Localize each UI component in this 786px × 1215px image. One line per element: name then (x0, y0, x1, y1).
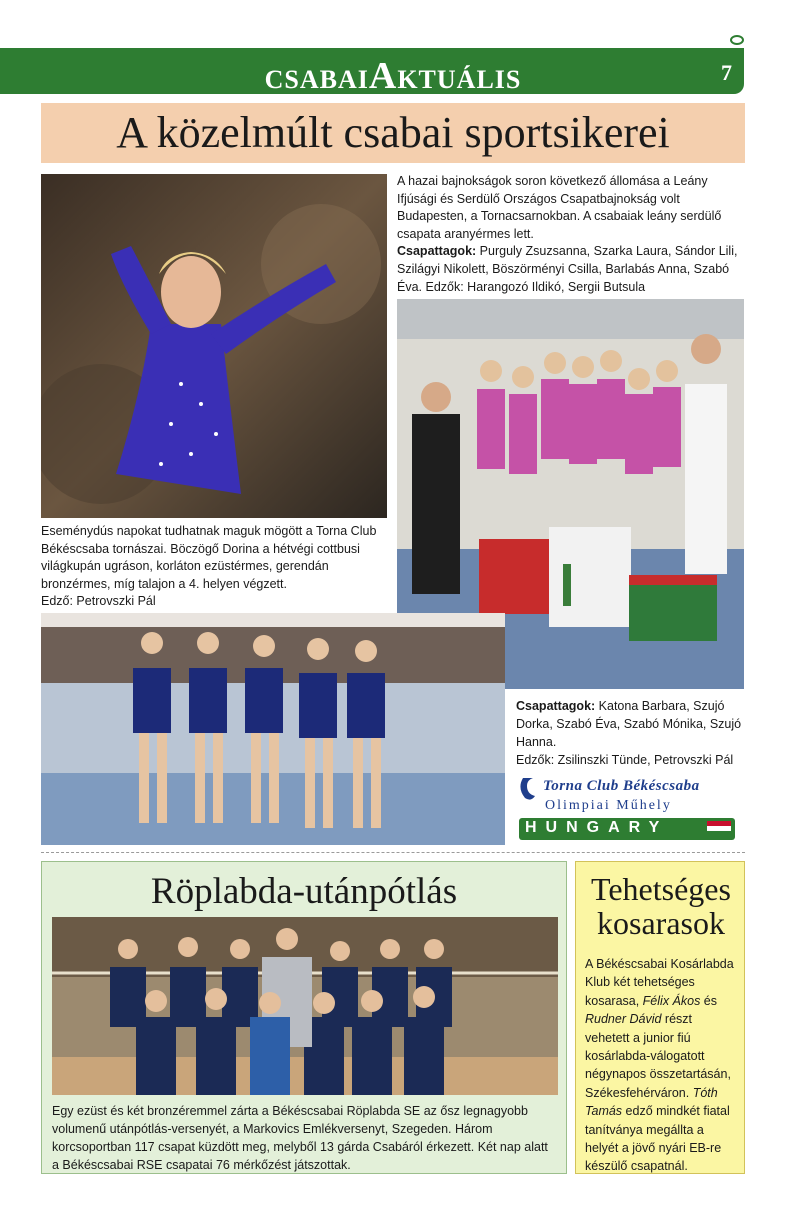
basketball-text (585, 955, 737, 1176)
basketball-text-part: részt vehetett a junior fiú kosárlabda-válogatott négynapos összetartásán, Székesfehérváron. (585, 1012, 731, 1100)
section-title-part: KTUÁLIS (397, 65, 522, 94)
page-number: 7 (721, 60, 732, 85)
dorina-coach: Edző: Petrovszki Pál (41, 594, 156, 609)
logo-line-3: HUNGARY (525, 819, 669, 836)
logo-hungary-band (519, 818, 735, 840)
section-title (0, 54, 786, 98)
player-name: Rudner Dávid (585, 1012, 662, 1027)
photo-team-blue (41, 613, 505, 845)
basketball-box (575, 861, 745, 1174)
photo-gymnast-dorina (41, 174, 387, 518)
main-title: A közelmúlt csabai sportsikerei (116, 108, 670, 157)
basketball-text-part: A Békéscsabai Kosárlabda Klub két tehetséges kosarasa, (585, 957, 734, 1008)
gymnastics-intro: A hazai bajnokságok soron következő állomása a Leány Ifjúsági és Serdülő Országos Csapatbajnokság volt Budapesten, a Tornacsarnokban. A csabaiak leány serdülő csapata aranyérmes lett. (397, 174, 722, 241)
hungary-flag-icon (707, 821, 731, 837)
volleyball-title: Röplabda-utánpótlás (150, 871, 458, 912)
photo-volleyball-team (52, 917, 558, 1095)
dorina-caption (41, 523, 387, 611)
logo-line-2: Olimpiai Műhely (545, 798, 672, 813)
volleyball-box (41, 861, 567, 1174)
page-ornament (730, 35, 744, 45)
team2-list: Katona Barbara, Szujó Dorka, Szabó Éva, Szabó Mónika, Szujó Hanna. (516, 699, 742, 749)
basketball-title: Tehetséges kosarasok (591, 871, 731, 941)
dorina-caption-text: Eseménydús napokat tudhatnak maguk mögött a Torna Club Békéscsaba tornászai. Böczögő Dorina a hétvégi cottbusi világkupán ugráson, korláton ezüstérmes, gerendán bronzérmes, míg talajon a 4. helyen végzett. (41, 524, 377, 591)
team2-caption (516, 697, 744, 769)
teams-list: Purguly Zsuzsanna, Szarka Laura, Sándor Lili, Szilágyi Nikolett, Böszörményi Csilla, Barlabás Anna, Szabó Éva. Edzők: Harangozó Ildikó, Sergii Butsula (397, 244, 738, 294)
player-name: Félix Ákos (642, 993, 701, 1008)
coach-name: Tóth Tamás (585, 1085, 718, 1119)
section-title-part: CSABAI (264, 65, 369, 94)
logo-line-1: Torna Club Békéscsaba (543, 778, 700, 794)
volleyball-text: Egy ezüst és két bronzéremmel zárta a Békéscsabai Röplabda SE az ősz legnagyobb volumenű utánpótlás-versenyét, a Markovics Emlékversenyt, Szegeden. Három korcsoportban 117 csapat küzdött meg, melyből 13 gárda Csabáról érkezett. Két nap alatt a Békéscsabai RSE csapatai 76 mérkőzést játszottak. (52, 1104, 548, 1172)
section-divider (41, 852, 745, 853)
teams-label: Csapattagok: (397, 244, 477, 259)
main-title-band (41, 103, 745, 163)
team2-label: Csapattagok: (516, 699, 596, 713)
section-title-part: A (368, 55, 398, 97)
basketball-text-part: és (700, 993, 718, 1008)
gymnastics-intro-text (397, 173, 743, 296)
basketball-text-part: edző mindkét fiatal tanítványa megállta a helyét a jövő nyári EB-re készülő csapatnál. (585, 1104, 730, 1174)
team2-coaches: Edzők: Zsilinszki Tünde, Petrovszki Pál (516, 753, 734, 767)
